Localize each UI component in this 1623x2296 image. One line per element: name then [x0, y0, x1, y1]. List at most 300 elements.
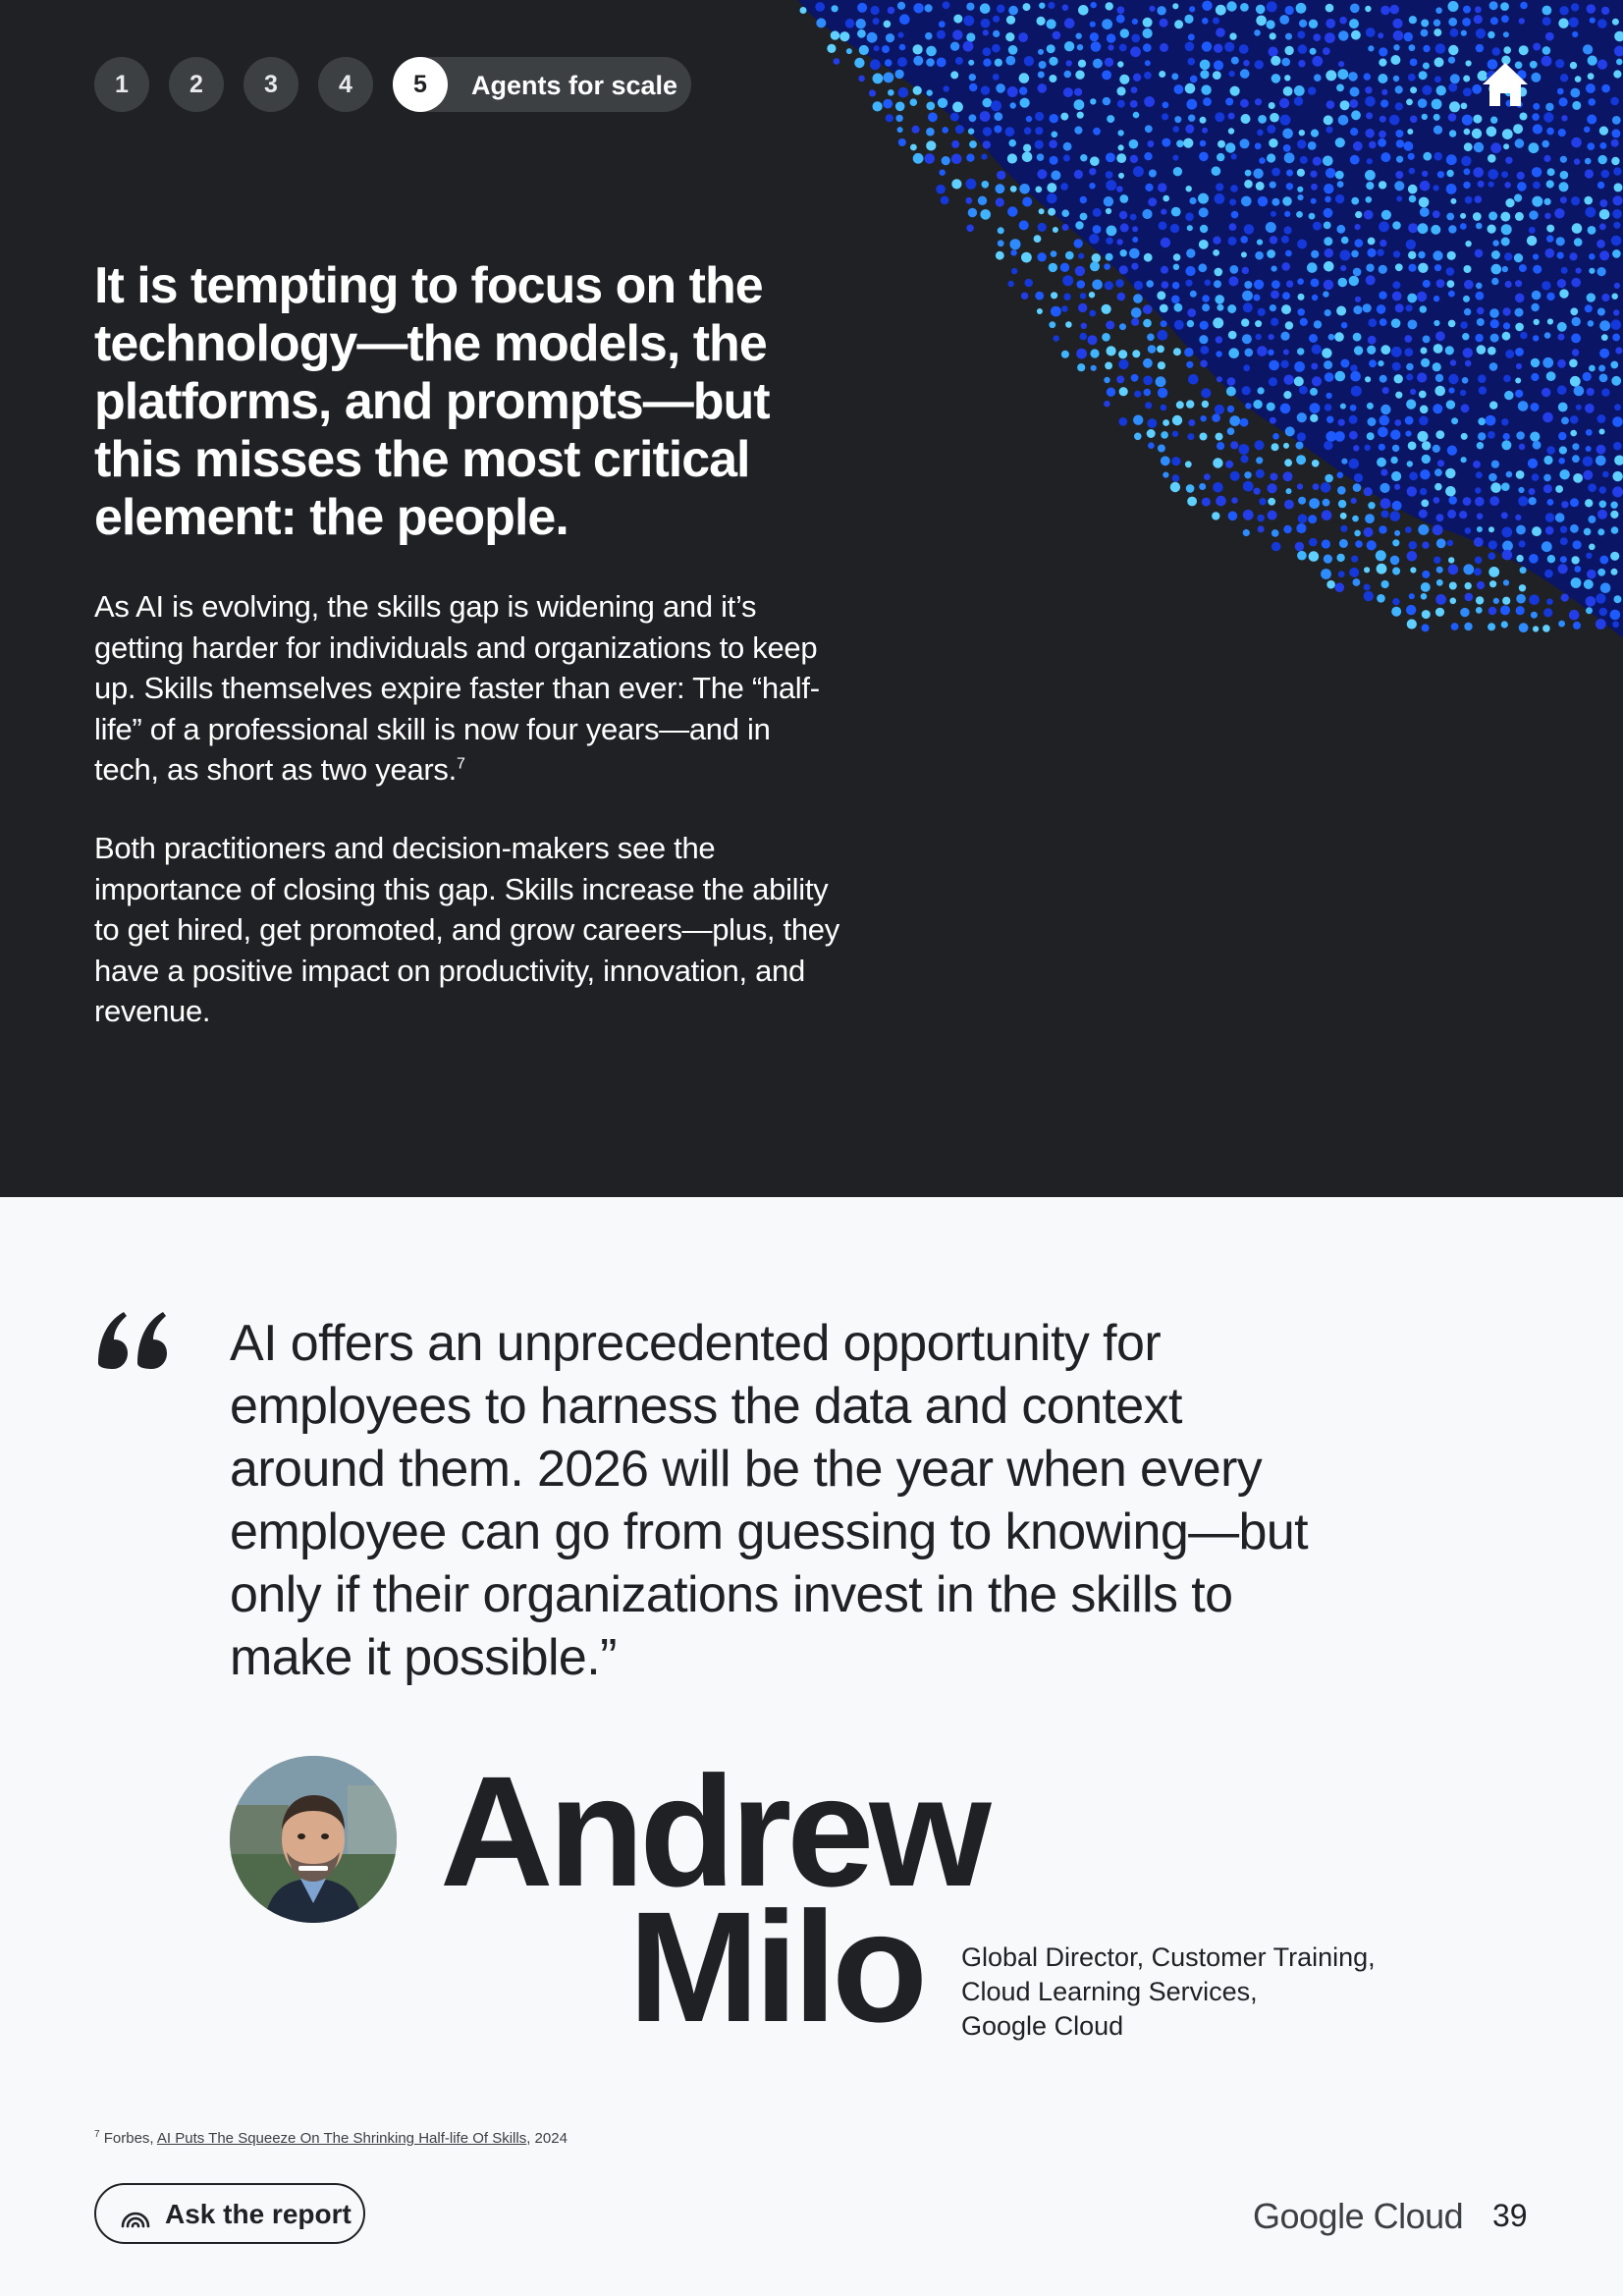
- coral-dot: [1613, 309, 1619, 315]
- coral-dot: [1477, 442, 1484, 449]
- coral-dot: [1244, 224, 1254, 234]
- coral-dot: [1107, 115, 1114, 123]
- coral-dot: [1007, 206, 1017, 216]
- coral-dot: [1158, 183, 1166, 191]
- coral-dot: [1133, 415, 1143, 425]
- coral-dot: [1172, 155, 1178, 161]
- coral-dot: [1282, 292, 1290, 300]
- coral-dot: [938, 98, 947, 108]
- coral-dot: [1504, 252, 1512, 260]
- step-1-button[interactable]: 1: [94, 57, 149, 112]
- coral-dot: [1349, 19, 1359, 28]
- coral-dot: [1558, 432, 1566, 440]
- coral-dot: [1338, 419, 1345, 426]
- coral-dot: [1542, 17, 1551, 26]
- coral-dot: [1019, 73, 1030, 83]
- coral-dot: [1557, 359, 1566, 368]
- coral-dot: [1241, 196, 1252, 207]
- coral-dot: [1325, 404, 1332, 411]
- coral-dot: [1476, 28, 1486, 38]
- coral-dot: [1106, 238, 1112, 245]
- coral-dot: [1476, 283, 1483, 290]
- coral-dot: [1542, 56, 1552, 67]
- coral-dot: [1589, 365, 1596, 372]
- coral-dot: [1270, 236, 1277, 244]
- coral-dot: [1047, 183, 1056, 192]
- coral-dot: [1380, 375, 1387, 383]
- coral-dot: [1408, 223, 1418, 233]
- coral-dot: [1448, 557, 1454, 563]
- coral-dot: [1560, 74, 1568, 82]
- coral-dot: [951, 154, 962, 165]
- coral-dot: [1515, 323, 1524, 332]
- coral-dot: [996, 83, 1005, 93]
- coral-dot: [1561, 594, 1569, 602]
- coral-dot: [1448, 374, 1458, 384]
- coral-dot: [1501, 418, 1508, 425]
- coral-dot: [1353, 483, 1362, 492]
- coral-dot: [1533, 626, 1539, 631]
- coral-dot: [1434, 497, 1440, 504]
- coral-dot: [1213, 237, 1220, 245]
- coral-dot: [1520, 567, 1527, 574]
- coral-dot: [1163, 419, 1169, 426]
- coral-dot: [1571, 137, 1582, 148]
- coral-dot: [1475, 195, 1483, 203]
- coral-dot: [1543, 484, 1552, 493]
- coral-dot: [1515, 280, 1522, 287]
- coral-dot: [1258, 196, 1268, 206]
- coral-dot: [1189, 6, 1195, 12]
- coral-dot: [1506, 471, 1513, 478]
- coral-dot: [1613, 442, 1622, 451]
- coral-dot: [1060, 263, 1069, 272]
- coral-dot: [1350, 371, 1361, 382]
- coral-dot: [1446, 267, 1455, 276]
- coral-dot: [1611, 129, 1620, 137]
- coral-dot: [1390, 556, 1400, 566]
- coral-dot: [1380, 240, 1386, 246]
- coral-dot: [937, 58, 947, 68]
- coral-dot: [1530, 61, 1538, 69]
- coral-dot: [1214, 44, 1222, 53]
- coral-dot: [1367, 248, 1376, 257]
- coral-dot: [1270, 304, 1276, 311]
- coral-dot: [1394, 181, 1404, 191]
- coral-dot: [1561, 267, 1568, 274]
- coral-dot: [1404, 141, 1414, 151]
- coral-dot: [1259, 498, 1266, 505]
- coral-dot: [1231, 497, 1237, 503]
- coral-dot: [1149, 170, 1157, 178]
- coral-dot: [942, 156, 950, 165]
- coral-dot: [1542, 140, 1549, 148]
- coral-dot: [1313, 222, 1322, 231]
- coral-dot: [998, 240, 1004, 246]
- coral-dot: [1615, 347, 1622, 354]
- coral-dot: [1465, 582, 1472, 589]
- coral-dot: [1176, 401, 1184, 409]
- coral-dot: [1159, 71, 1165, 78]
- coral-dot: [1115, 279, 1124, 288]
- coral-dot: [1489, 308, 1499, 318]
- coral-dot: [1560, 556, 1567, 563]
- coral-dot: [1381, 210, 1391, 220]
- coral-dot: [1465, 593, 1474, 602]
- coral-dot: [1561, 501, 1568, 508]
- footnote-source-link[interactable]: AI Puts The Squeeze On The Shrinking Half-life Of Skills: [156, 2130, 527, 2147]
- coral-dot: [1047, 44, 1055, 53]
- coral-dot: [1297, 551, 1307, 561]
- coral-dot: [1271, 291, 1279, 300]
- coral-dot: [1325, 19, 1335, 28]
- coral-dot: [1434, 114, 1440, 121]
- coral-dot: [1132, 226, 1138, 232]
- coral-dot: [1353, 578, 1361, 586]
- coral-dot: [1130, 100, 1138, 108]
- coral-dot: [1476, 607, 1483, 614]
- coral-dot: [1119, 44, 1127, 52]
- coral-dot: [1379, 292, 1386, 300]
- coral-dot: [1599, 127, 1608, 136]
- coral-dot: [1324, 555, 1332, 564]
- coral-dot: [1434, 20, 1440, 27]
- coral-dot: [1380, 483, 1389, 493]
- coral-dot: [1530, 432, 1540, 442]
- coral-dot: [1434, 57, 1444, 67]
- coral-dot: [980, 111, 991, 122]
- coral-dot: [1596, 619, 1606, 629]
- coral-dot: [1349, 415, 1358, 424]
- coral-dot: [1422, 171, 1428, 177]
- step-4-button[interactable]: 4: [318, 57, 373, 112]
- coral-dot: [1434, 468, 1442, 476]
- coral-dot: [1174, 84, 1184, 94]
- coral-dot: [1228, 237, 1237, 246]
- coral-dot: [895, 115, 902, 122]
- coral-dot: [1039, 208, 1045, 214]
- coral-dot: [1366, 27, 1376, 37]
- coral-dot: [1408, 320, 1418, 330]
- coral-dot: [1074, 127, 1082, 135]
- coral-dot: [1145, 60, 1151, 66]
- coral-dot: [926, 58, 935, 67]
- coral-dot: [1600, 582, 1611, 593]
- step-2-button[interactable]: 2: [169, 57, 224, 112]
- coral-dot: [998, 227, 1004, 234]
- coral-dot: [1490, 117, 1497, 124]
- coral-dot: [1271, 198, 1279, 206]
- coral-dot: [1339, 249, 1350, 260]
- coral-dot: [1228, 331, 1237, 340]
- coral-dot: [1351, 498, 1357, 504]
- coral-dot: [1557, 279, 1566, 288]
- coral-dot: [1597, 528, 1604, 535]
- coral-dot: [1284, 500, 1294, 510]
- coral-dot: [1200, 360, 1208, 368]
- coral-dot: [1102, 304, 1111, 314]
- coral-dot: [1297, 194, 1303, 200]
- coral-dot: [1393, 76, 1399, 82]
- coral-dot: [1404, 348, 1413, 356]
- coral-dot: [1269, 47, 1278, 57]
- coral-dot: [1409, 44, 1416, 51]
- coral-dot: [1106, 153, 1115, 163]
- coral-dot: [1572, 455, 1580, 463]
- coral-dot: [1158, 361, 1165, 369]
- coral-dot: [1035, 140, 1044, 149]
- coral-dot: [950, 113, 959, 122]
- coral-dot: [1271, 318, 1278, 326]
- coral-dot: [1174, 116, 1181, 123]
- coral-dot: [1324, 360, 1332, 369]
- coral-dot: [1118, 359, 1128, 369]
- ask-the-report-label: Ask the report: [165, 2199, 352, 2229]
- coral-dot: [1230, 86, 1240, 96]
- coral-dot: [1462, 18, 1471, 27]
- coral-dot: [1312, 56, 1323, 67]
- coral-dot: [1240, 455, 1248, 463]
- coral-dot: [1588, 73, 1595, 80]
- coral-dot: [1558, 564, 1568, 574]
- coral-dot: [1172, 431, 1178, 437]
- coral-dot: [1061, 209, 1069, 217]
- coral-dot: [1019, 184, 1030, 194]
- coral-dot: [1325, 372, 1334, 382]
- coral-dot: [1240, 3, 1249, 12]
- coral-dot: [1074, 99, 1085, 110]
- coral-dot: [1502, 307, 1510, 315]
- coral-dot: [1157, 6, 1165, 15]
- coral-dot: [1020, 98, 1030, 108]
- coral-dot: [1488, 225, 1496, 234]
- coral-dot: [1392, 445, 1399, 452]
- coral-dot: [1272, 433, 1279, 440]
- coral-dot: [1271, 168, 1280, 177]
- coral-dot: [1267, 249, 1275, 258]
- coral-dot: [1297, 432, 1306, 441]
- coral-dot: [884, 21, 892, 28]
- coral-dot: [1488, 182, 1494, 188]
- coral-dot: [1546, 371, 1556, 381]
- coral-dot: [1503, 143, 1509, 149]
- coral-dot: [1461, 433, 1468, 440]
- ask-the-report-button[interactable]: [94, 2183, 365, 2244]
- coral-dot: [1576, 405, 1582, 410]
- coral-dot: [1558, 334, 1565, 341]
- step-3-button[interactable]: 3: [243, 57, 298, 112]
- coral-dot: [1271, 56, 1280, 66]
- coral-dot: [1024, 127, 1032, 135]
- coral-dot: [1465, 527, 1472, 534]
- coral-dot: [1309, 551, 1320, 562]
- coral-dot: [1558, 129, 1566, 137]
- coral-dot: [924, 153, 935, 164]
- coral-dot: [1448, 1, 1459, 12]
- coral-dot: [926, 140, 936, 150]
- coral-dot: [1543, 474, 1551, 482]
- coral-dot: [1256, 182, 1265, 191]
- rainbow-icon: [120, 2202, 151, 2229]
- coral-dot: [1599, 556, 1608, 565]
- coral-dot: [1294, 85, 1305, 96]
- coral-dot: [1349, 568, 1359, 577]
- coral-dot: [1321, 482, 1331, 493]
- coral-dot: [1038, 72, 1045, 79]
- coral-dot: [1131, 374, 1139, 382]
- coral-dot: [1216, 336, 1222, 343]
- coral-dot: [1586, 83, 1596, 93]
- coral-dot: [1531, 403, 1540, 411]
- coral-dot: [1159, 221, 1167, 230]
- coral-dot: [1377, 564, 1387, 574]
- coral-dot: [1614, 283, 1620, 289]
- coral-dot: [834, 58, 840, 65]
- role-line: Cloud Learning Services,: [961, 1977, 1258, 2006]
- coral-dot: [1589, 253, 1596, 260]
- coral-dot: [1163, 195, 1169, 202]
- coral-dot: [955, 57, 963, 65]
- coral-dot: [1597, 569, 1605, 576]
- coral-dot: [1163, 472, 1168, 478]
- coral-dot: [1545, 103, 1553, 111]
- coral-dot: [1351, 386, 1362, 397]
- coral-dot: [1557, 322, 1567, 332]
- coral-dot: [1212, 413, 1220, 422]
- coral-dot: [1364, 567, 1370, 573]
- coral-dot: [1201, 415, 1207, 421]
- coral-dot: [1513, 124, 1523, 134]
- coral-dot: [1117, 100, 1125, 108]
- coral-dot: [1161, 431, 1168, 439]
- coral-dot: [983, 29, 989, 35]
- coral-dot: [1519, 45, 1529, 55]
- coral-dot: [1310, 388, 1318, 396]
- coral-dot: [940, 170, 946, 176]
- coral-dot: [1464, 129, 1471, 136]
- coral-dot: [1116, 153, 1126, 163]
- coral-dot: [1129, 248, 1140, 259]
- coral-dot: [1081, 323, 1087, 329]
- coral-dot: [1584, 528, 1592, 536]
- coral-dot: [1475, 249, 1484, 258]
- coral-dot: [1612, 621, 1619, 628]
- quote-icon: [94, 1306, 173, 1371]
- coral-dot: [1599, 199, 1607, 207]
- coral-dot: [1338, 278, 1348, 288]
- coral-dot: [1435, 594, 1446, 605]
- coral-dot: [1022, 152, 1033, 163]
- coral-dot: [1102, 333, 1110, 342]
- coral-dot: [1049, 139, 1057, 148]
- coral-dot: [1147, 140, 1154, 147]
- coral-dot: [1368, 502, 1375, 509]
- coral-dot: [1364, 210, 1374, 220]
- coral-dot: [1557, 88, 1564, 95]
- coral-dot: [1353, 268, 1362, 277]
- coral-dot: [1569, 252, 1577, 260]
- coral-dot: [1378, 427, 1388, 438]
- coral-dot: [1355, 211, 1362, 218]
- coral-dot: [1612, 19, 1619, 26]
- coral-dot: [1295, 542, 1304, 551]
- coral-dot: [963, 41, 974, 52]
- coral-dot: [1364, 73, 1371, 80]
- coral-dot: [1119, 211, 1127, 219]
- coral-dot: [1198, 193, 1209, 204]
- coral-dot: [1229, 415, 1240, 426]
- coral-dot: [1365, 376, 1371, 382]
- coral-dot: [1543, 155, 1550, 162]
- coral-dot: [1585, 169, 1594, 178]
- coral-dot: [1311, 250, 1319, 258]
- coral-dot: [1255, 98, 1262, 105]
- coral-dot: [1447, 280, 1455, 288]
- coral-dot: [1583, 470, 1593, 480]
- coral-dot: [870, 59, 881, 70]
- coral-dot: [1008, 139, 1016, 147]
- coral-dot: [1271, 74, 1281, 83]
- coral-dot: [1365, 6, 1371, 12]
- coral-dot: [1324, 222, 1331, 230]
- coral-dot: [1144, 96, 1155, 107]
- coral-dot: [1310, 171, 1317, 178]
- coral-dot: [1529, 210, 1538, 219]
- coral-dot: [1116, 15, 1125, 24]
- coral-dot: [950, 42, 959, 51]
- coral-dot: [1355, 297, 1361, 302]
- coral-dot: [1446, 213, 1454, 221]
- coral-dot: [926, 102, 935, 111]
- coral-dot: [1504, 182, 1510, 188]
- coral-dot: [1038, 83, 1048, 93]
- coral-dot: [1184, 15, 1193, 24]
- body-paragraph-2: Both practitioners and decision-makers see the importance of closing this gap. Skills increase the ability to get hired, get promoted, and grow careers—plus, they have a positive impact on productivity, innovation, and revenue.: [94, 831, 839, 1028]
- coral-dot: [1105, 281, 1113, 290]
- coral-dot: [1434, 264, 1441, 271]
- coral-dot: [1407, 461, 1413, 466]
- coral-dot: [1213, 249, 1219, 256]
- coral-dot: [1584, 196, 1593, 205]
- coral-dot: [1340, 404, 1346, 410]
- coral-dot: [992, 44, 1001, 53]
- coral-dot: [1148, 442, 1155, 449]
- coral-dot: [1321, 569, 1331, 579]
- coral-dot: [1243, 510, 1254, 520]
- coral-dot: [1253, 400, 1262, 409]
- coral-dot: [1491, 461, 1499, 468]
- coral-dot: [1134, 281, 1143, 290]
- coral-dot: [1377, 249, 1383, 256]
- coral-dot: [1422, 85, 1432, 95]
- coral-dot: [1475, 557, 1483, 565]
- coral-dot: [1596, 414, 1605, 423]
- coral-dot: [1077, 280, 1086, 289]
- coral-dot: [1245, 403, 1251, 409]
- footnote: [94, 2129, 568, 2147]
- coral-dot: [1116, 375, 1124, 383]
- coral-dot: [1477, 526, 1483, 532]
- coral-dot: [1021, 252, 1032, 263]
- coral-dot: [1010, 102, 1016, 108]
- coral-dot: [1258, 308, 1266, 316]
- coral-dot: [1516, 470, 1525, 479]
- coral-dot: [1256, 334, 1262, 340]
- coral-dot: [1610, 361, 1618, 369]
- coral-dot: [1267, 403, 1275, 411]
- step-active-tab[interactable]: [393, 57, 691, 112]
- home-icon[interactable]: [1481, 61, 1530, 108]
